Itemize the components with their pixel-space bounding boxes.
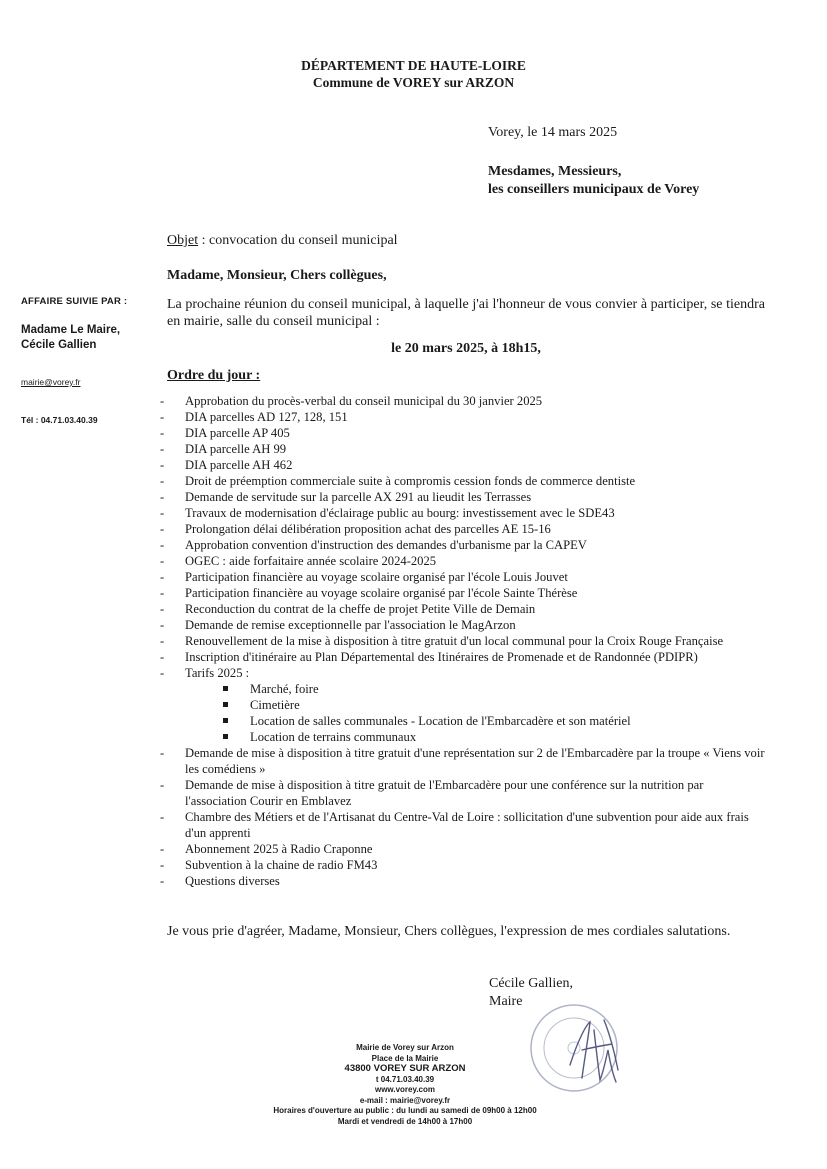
footer-phone: t 04.71.03.40.39 — [375, 1074, 435, 1084]
agenda-title: Ordre du jour : — [167, 368, 261, 383]
letter-date: Vorey, le 14 mars 2025 — [488, 125, 618, 140]
department-name: DÉPARTEMENT DE HAUTE-LOIRE — [301, 58, 526, 73]
agenda-item: - Inscription d'itinéraire au Plan Départemental des Itinéraires de Promenade et de Randonnée (PDIPR) — [160, 650, 698, 664]
tarif-item: Marché, foire — [223, 681, 768, 697]
contact-phone: Tél : 04.71.03.40.39 — [21, 415, 98, 425]
agenda-item: - Approbation du procès-verbal du conseil municipal du 30 janvier 2025 — [160, 394, 543, 408]
agenda-list — [160, 393, 768, 889]
agenda-item: - Approbation convention d'instruction des demandes d'urbanisme par la CAPEV — [160, 538, 587, 552]
letterhead — [0, 57, 827, 91]
tarifs-sublist — [185, 681, 768, 745]
agenda-item: - DIA parcelle AP 405 — [160, 426, 290, 440]
closing-paragraph: Je vous prie d'agréer, Madame, Monsieur, Chers collègues, l'expression de mes cordiales salutations. — [167, 924, 731, 939]
recipients-line-2: les conseillers municipaux de Vorey — [488, 182, 700, 197]
agenda-item: - DIA parcelle AH 462 — [160, 458, 293, 472]
agenda-item: - Demande de remise exceptionnelle par l'association le MagArzon — [160, 618, 516, 632]
bullet-icon — [223, 702, 228, 707]
agenda-item: - Travaux de modernisation d'éclairage public au bourg: investissement avec le SDE43 — [160, 506, 615, 520]
sidebar-contact — [21, 296, 151, 425]
meeting-date: le 20 mars 2025, à 18h15, — [391, 341, 541, 356]
agenda-item: - Demande de mise à disposition à titre gratuit d'une représentation sur 2 de l'Embarcadère par la troupe « Viens voir les comédiens » — [160, 746, 765, 776]
recipients — [488, 163, 699, 199]
agenda-item: - Reconduction du contrat de la cheffe de projet Petite Ville de Demain — [160, 602, 536, 616]
footer-hours-2: Mardi et vendredi de 14h00 à 17h00 — [337, 1116, 473, 1126]
footer-hours: Horaires d'ouverture au public : du lundi au samedi de 09h00 à 12h00 — [273, 1106, 537, 1115]
intro-paragraph: La prochaine réunion du conseil municipal, à laquelle j'ai l'honneur de vous convier à participer, se tiendra en mairie, salle du conseil municipal : — [167, 297, 765, 329]
footer-email[interactable]: e-mail : mairie@vorey.fr — [359, 1095, 451, 1105]
agenda-item: - Participation financière au voyage scolaire organisé par l'école Sainte Thérèse — [160, 586, 578, 600]
agenda-item: - Abonnement 2025 à Radio Craponne — [160, 842, 373, 856]
bullet-icon — [223, 718, 228, 723]
recipients-line-1: Mesdames, Messieurs, — [488, 164, 622, 179]
bullet-icon — [223, 686, 228, 691]
affaire-suivie-label: AFFAIRE SUIVIE PAR : — [21, 296, 128, 307]
footer-mairie: Mairie de Vorey sur Arzon — [356, 1043, 454, 1052]
agenda-item: - Droit de préemption commerciale suite à compromis cession fonds de commerce dentiste — [160, 474, 636, 488]
signer-name: Cécile Gallien, — [489, 976, 573, 991]
salutation: Madame, Monsieur, Chers collègues, — [167, 268, 387, 283]
agenda-item: - Renouvellement de la mise à disposition à titre gratuit d'un local communal pour la Croix Rouge Française — [160, 634, 724, 648]
footer-address — [240, 1043, 570, 1127]
agenda-item: - DIA parcelle AH 99 — [160, 442, 287, 456]
contact-name-line-1: Madame Le Maire, — [21, 324, 121, 336]
agenda-item: - Demande de servitude sur la parcelle AX 291 au lieudit les Terrasses — [160, 490, 532, 504]
agenda-item: - Participation financière au voyage scolaire organisé par l'école Louis Jouvet — [160, 570, 568, 584]
footer-city: 43800 VOREY SUR ARZON — [344, 1063, 466, 1074]
footer-website-link[interactable]: www.vorey.com — [374, 1085, 436, 1094]
subject-label: Objet — [167, 233, 199, 248]
signer-title: Maire — [489, 994, 523, 1009]
tarif-item: Cimetière — [223, 697, 768, 713]
agenda-item: - Prolongation délai délibération proposition achat des parcelles AE 15-16 — [160, 522, 551, 536]
commune-name: Commune de VOREY sur ARZON — [312, 75, 515, 90]
tarif-item: Location de salles communales - Location de l'Embarcadère et son matériel — [223, 713, 768, 729]
bullet-icon — [223, 734, 228, 739]
agenda-item: - DIA parcelles AD 127, 128, 151 — [160, 410, 348, 424]
agenda-item: - Chambre des Métiers et de l'Artisanat du Centre-Val de Loire : sollicitation d'une subvention pour aide aux frais d'un apprenti — [160, 810, 749, 840]
agenda-item: - Subvention à la chaine de radio FM43 — [160, 858, 378, 872]
agenda-item: - OGEC : aide forfaitaire année scolaire 2024-2025 — [160, 554, 437, 568]
contact-name-line-2: Cécile Gallien — [21, 339, 97, 351]
contact-name — [21, 323, 151, 353]
footer-place: Place de la Mairie — [371, 1053, 439, 1063]
tarif-item: Location de terrains communaux — [223, 729, 768, 745]
agenda-item: - Questions diverses — [160, 874, 280, 888]
agenda-item-tarifs: - Tarifs 2025 : Marché, foire Cimetière Location de salles communales - Location de l'Embarcadère et son matériel Location de terrains communaux — [160, 665, 768, 745]
signature-icon — [560, 1010, 630, 1090]
agenda-item: - Demande de mise à disposition à titre gratuit de l'Embarcadère pour une conférence sur la nutrition par l'association Courir en Emblavez — [160, 778, 704, 808]
subject-text: : convocation du conseil municipal — [198, 233, 398, 248]
subject-line — [167, 233, 398, 249]
contact-email-link[interactable]: mairie@vorey.fr — [21, 377, 81, 387]
